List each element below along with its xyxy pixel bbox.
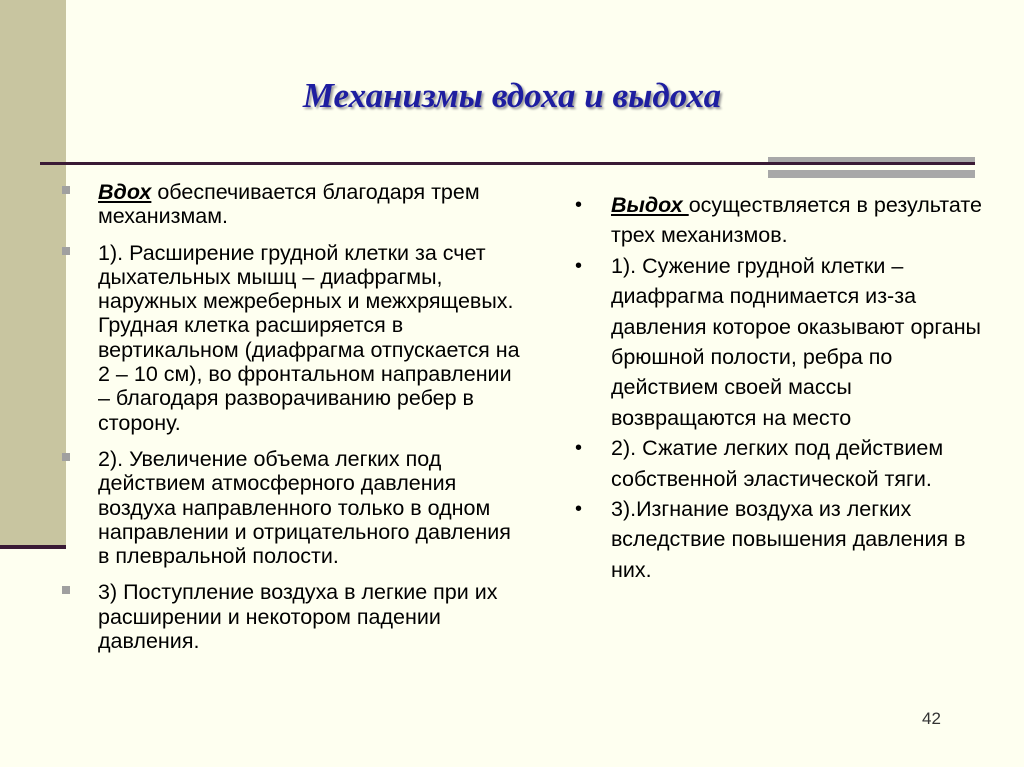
dot-bullet-icon: •: [575, 254, 583, 277]
dot-bullet-icon: •: [575, 498, 583, 521]
list-item: [62, 447, 522, 568]
list-item: [62, 580, 522, 653]
square-bullet-icon: [62, 247, 70, 255]
list-item-text: 3) Поступление воздуха в легкие при их расширении и некотором падении давления.: [98, 580, 498, 654]
list-item-lead: Выдох: [611, 193, 689, 217]
dot-bullet-icon: •: [575, 194, 583, 216]
list-item-text: 2). Увеличение объема легких под действием атмосферного давления воздуха направленного только в одном направлении и отрицательного давления в плевральной полости.: [98, 446, 511, 569]
list-item: [575, 433, 995, 494]
list-item: [575, 251, 995, 433]
slide-title: Механизмы вдоха и выдоха: [302, 76, 722, 115]
side-rule: [0, 545, 66, 549]
square-bullet-icon: [62, 186, 70, 194]
title-rule: [40, 162, 975, 165]
left-column: [62, 180, 522, 665]
list-item-text: 3).Изгнание воздуха из легких вследствие повышения давления в них.: [611, 497, 966, 582]
square-bullet-icon: [62, 453, 70, 461]
list-item-text: 2). Сжатие легких под действием собственной эластической тяги.: [611, 436, 944, 491]
list-item-lead: Вдох: [98, 180, 152, 204]
list-item-text: 1). Расширение грудной клетки за счет дыхательных мышц – диафрагмы, наружных межреберных и межхрящевых. Грудная клетка расширяется в вертикальном (диафрагма отпускается на 2 – 10 см), во фронтальном направлении – благодаря разворачиванию ребер в сторону.: [98, 240, 520, 435]
list-item-text: 1). Сужение грудной клетки – диафрагма поднимается из-за давления которое оказывают органы брюшной полости, ребра по действием своей массы возвращаются на место: [611, 253, 982, 430]
list-item: [62, 180, 522, 229]
square-bullet-icon: [62, 586, 70, 594]
list-item-text: обеспечивается благодаря трем механизмам.: [98, 180, 480, 229]
list-item: [62, 241, 522, 435]
list-item-text: осуществляется в результате трех механизмов.: [611, 193, 982, 248]
right-column: [575, 190, 995, 585]
title-accent-bar-bottom: [768, 170, 975, 178]
list-item: [575, 494, 995, 585]
list-item: [575, 190, 995, 251]
page-number: 42: [922, 709, 941, 728]
dot-bullet-icon: •: [575, 437, 583, 460]
